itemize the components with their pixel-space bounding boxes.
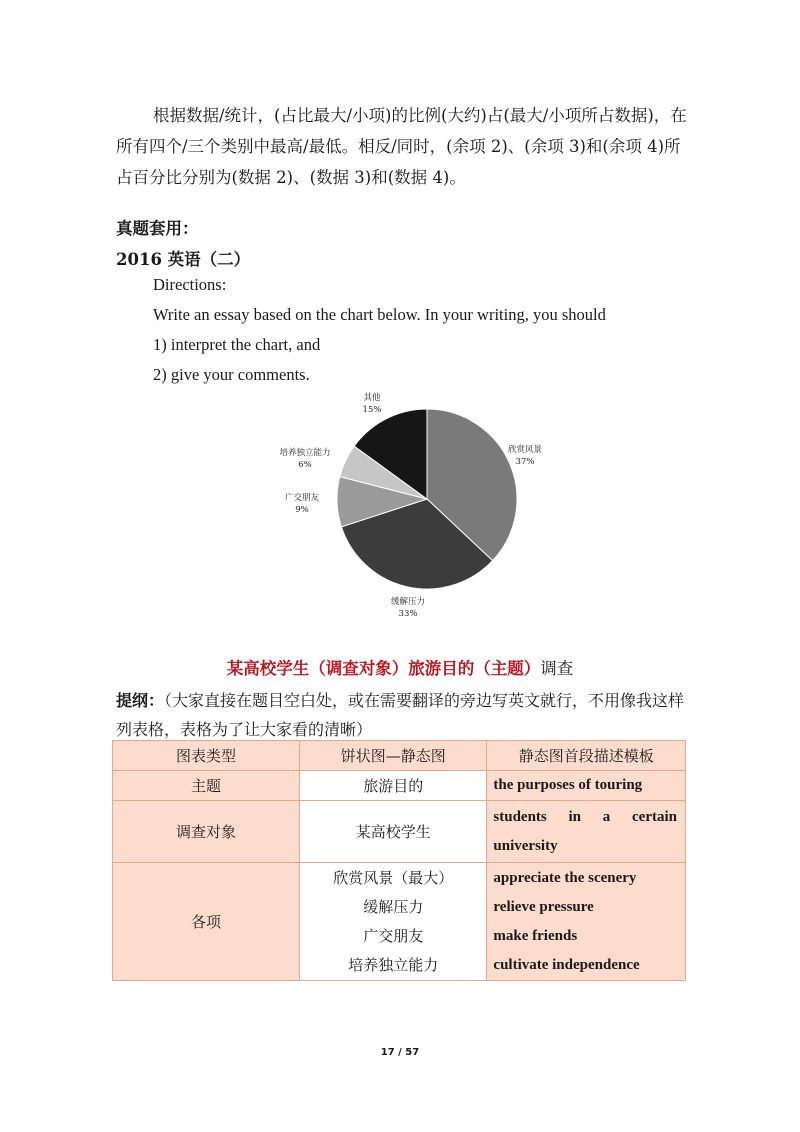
item-cn: 缓解压力 <box>363 897 424 916</box>
items-en-cell <box>487 863 686 981</box>
items-label: 各项 <box>113 863 300 981</box>
header-cell-template: 静态图首段描述模板 <box>487 741 686 771</box>
subject-cn: 某高校学生 <box>300 801 487 863</box>
topic-en: the purposes of touring <box>487 771 686 801</box>
table-row-items <box>113 863 686 981</box>
table-row-subject <box>113 801 686 863</box>
page-number: 17 / 57 <box>380 1047 420 1058</box>
directions-line-3: 2) give your comments. <box>153 365 310 384</box>
slice-value: 9% <box>295 505 309 515</box>
slice-value: 37% <box>515 457 535 467</box>
exam-title: 2016 英语（二） <box>116 250 251 269</box>
subject-en-cell <box>487 801 686 863</box>
item-cn: 培养独立能力 <box>348 955 439 974</box>
directions-line-2: 1) interpret the chart, and <box>153 335 321 354</box>
outline-note: 提纲：（大家直接在题目空白处，或在需要翻译的旁边写英文就行，不用像我这样列表格，表格为了让大家看的清晰） <box>116 691 685 739</box>
slice-value: 6% <box>298 460 312 470</box>
slice-label: 其他 <box>363 393 381 403</box>
pie-slices <box>337 409 517 589</box>
pie-chart <box>255 382 555 642</box>
item-en: make friends <box>493 927 578 944</box>
subject-en: students in a certain university <box>493 808 677 854</box>
item-en: appreciate the scenery <box>493 869 637 886</box>
slice-value: 15% <box>362 405 382 415</box>
intro-paragraph: 根据数据/统计，(占比最大/小项)的比例(大约)占(最大/小项所占数据)，在所有四个/三个类别中最高/最低。相反/同时，(余项 2)、(余项 3)和(余项 4)所占百分比分别为(数据 2)、(数据 3)和(数据 4)。 <box>116 106 687 187</box>
slice-value: 33% <box>398 609 418 619</box>
items-cn-cell <box>300 863 487 981</box>
slice-label: 培养独立能力 <box>279 448 331 458</box>
item-en: relieve pressure <box>493 898 594 915</box>
slice-label: 广交朋友 <box>284 493 320 503</box>
slice-label: 欣赏风景 <box>507 445 543 455</box>
directions-label: Directions: <box>153 275 227 294</box>
table-row-topic <box>113 771 686 801</box>
topic-label: 主题 <box>113 771 300 801</box>
section-heading: 真题套用： <box>116 219 199 238</box>
topic-cn: 旅游目的 <box>300 771 487 801</box>
header-cell-chart: 饼状图—静态图 <box>300 741 487 771</box>
item-en: cultivate independence <box>493 956 640 973</box>
header-cell-type: 图表类型 <box>113 741 300 771</box>
item-cn: 广交朋友 <box>363 926 424 945</box>
slice-label: 缓解压力 <box>390 597 426 607</box>
item-cn: 欣赏风景（最大） <box>333 868 454 887</box>
survey-title: 某高校学生（调查对象）旅游目的（主题）调查 <box>226 659 574 678</box>
subject-label: 调查对象 <box>113 801 300 863</box>
outline-table <box>112 740 686 981</box>
directions-line-1: Write an essay based on the chart below. In your writing, you should <box>153 305 606 324</box>
table-header-row <box>113 741 686 771</box>
